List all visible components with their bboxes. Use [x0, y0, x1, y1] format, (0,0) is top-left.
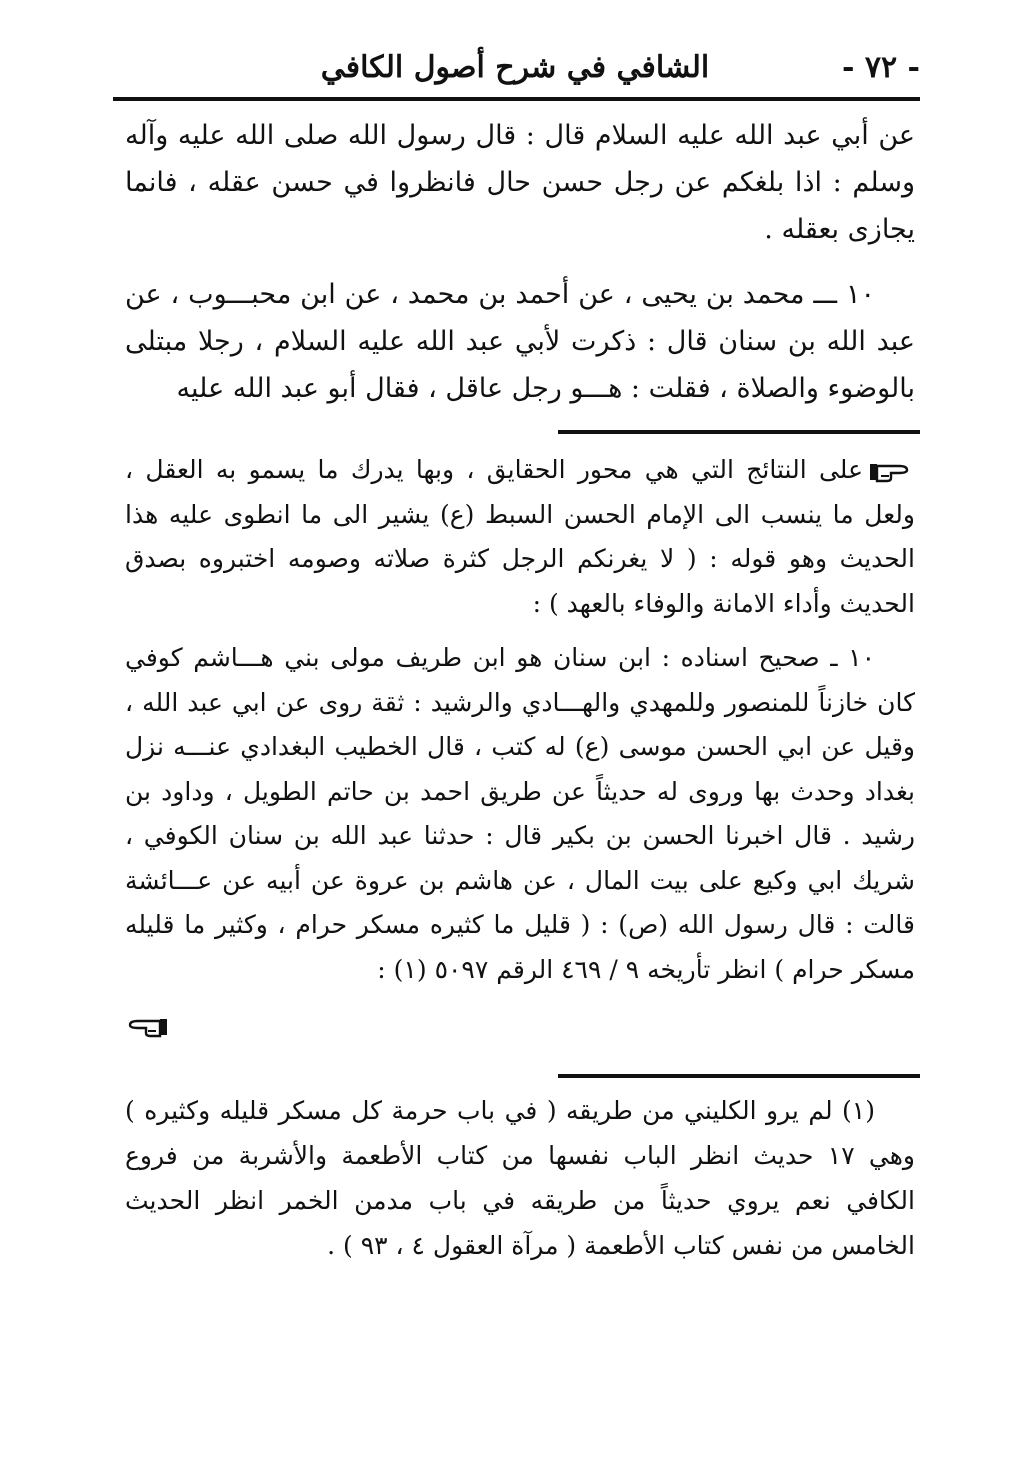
pointing-hand-icon: [869, 461, 909, 483]
running-title: الشافي في شرح أصول الكافي: [320, 50, 710, 85]
page-header: [110, 46, 920, 94]
commentary-text-1: على النتائج التي هي محور الحقايق ، وبها يدرك ما يسمو به العقل ، ولعل ما ينسب الى الإمام الحسن السبط (ع) يشير الى ما انطوى عليه هذا الحديث وهو قوله : ( لا يغرنكم الرجل كثرة صلاته وصومه اختبروه بصدق الحديث وأداء الامانة والوفاء بالعهد ) :: [125, 455, 915, 618]
main-paragraph-1: عن أبي عبد الله عليه السلام قال : قال رسول الله صلى الله عليه وآله وسلم : اذا بلغكم عن رجل حسن حال فانظروا في حسن عقله ، فانما يجازى بعقله .: [125, 120, 915, 245]
commentary-paragraph-1: [125, 448, 915, 626]
commentary-separator: [558, 430, 920, 434]
footnote-text: (١) لم يرو الكليني من طريقه ( في باب حرمة كل مسكر قليله وكثيره ) وهي ١٧ حديث انظر الباب نفسها من كتاب الأطعمة والأشربة من فروع الكافي نعم يروي حديثاً من طريقه في باب مدمن الخمر انظر الحديث الخامس من نفس كتاب الأطعمة ( مرآة العقول ٤ ، ٩٣ ) .: [125, 1096, 915, 1260]
footnote-separator: [558, 1074, 920, 1078]
pointing-hand-icon: [128, 1016, 168, 1038]
main-paragraph-2: ١٠ ـــ محمد بن يحيى ، عن أحمد بن محمد ، عن ابن محبـــوب ، عن عبد الله بن سنان قال : ذكرت لأبي عبد الله عليه السلام ، رجلا مبتلى بالوضوء والصلاة ، فقلت : هـــو رجل عاقل ، فقال أبو عبد الله عليه: [125, 279, 915, 404]
main-text: [125, 112, 915, 412]
commentary: [125, 448, 915, 992]
footnote: [125, 1088, 915, 1268]
page-number: - ٧٢ -: [841, 50, 920, 85]
commentary-paragraph-2: ١٠ ـ صحيح اسناده : ابن سنان هو ابن طريف مولى بني هـــاشم كوفي كان خازناً للمنصور وللمهدي والهـــادي والرشيد : ثقة روى عن ابي عبد الله ، وقيل عن ابي الحسن موسى (ع) له كتب ، قال الخطيب البغدادي عنـــه نزل بغداد وحدث بها وروى له حديثاً عن طريق احمد بن حاتم الطويل ، وداود بن رشيد . قال اخبرنا الحسن بن بكير قال : حدثنا عبد الله بن سنان الكوفي ، شريك ابي وكيع على بيت المال ، عن هاشم بن عروة عن أبيه عن عـــائشة قالت : قال رسول الله (ص) : ( قليل ما كثيره مسكر حرام ، وكثير ما قليله مسكر حرام ) انظر تأريخه ٩ / ٤٦٩ الرقم ٥٠٩٧ (١) :: [125, 643, 915, 984]
header-rule: [113, 97, 920, 101]
